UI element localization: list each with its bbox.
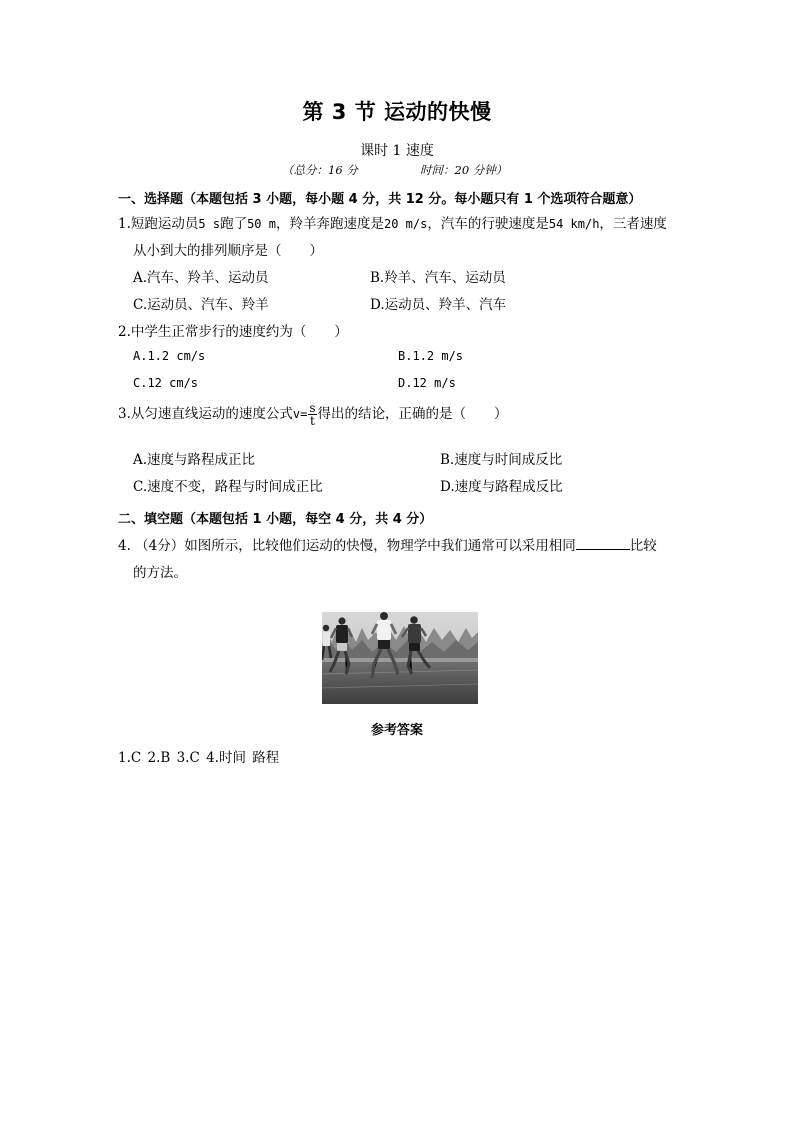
q3-formula-v: v= <box>292 407 308 421</box>
q1-paren-close: ） <box>309 243 323 259</box>
answers-text: 1.C 2.B 3.C 4.时间 路程 <box>118 750 280 766</box>
section-heading-fill: 二、填空题（本题包括 1 小题，每空 4 分，共 4 分） <box>118 512 433 527</box>
total-score: （总分：16 分 <box>282 163 358 177</box>
q3-option-d: D.速度与路程成反比 <box>440 479 563 495</box>
question-4-line-2: 的方法。 <box>133 565 187 581</box>
q2-paren-close: ） <box>334 324 348 340</box>
q3-stem-text-a: 3.从匀速直线运动的速度公式 <box>118 406 293 422</box>
q3-paren-close: ） <box>494 406 508 422</box>
page-title: 第 3 节 运动的快慢 <box>302 100 492 124</box>
runners-photo <box>322 612 478 704</box>
q3-option-c: C.速度不变，路程与时间成正比 <box>133 479 323 495</box>
q1-option-a: A.汽车、羚羊、运动员 <box>133 270 269 286</box>
q1-value-distance: 50 m <box>247 217 276 231</box>
q1-value-car: 54 km/h <box>548 217 600 231</box>
question-3-stem <box>118 402 508 427</box>
q2-stem-text: 2.中学生正常步行的速度约为（ <box>118 324 307 340</box>
q2-option-d: D.12 m/s <box>398 376 456 390</box>
q3-option-b: B.速度与时间成反比 <box>440 452 563 468</box>
q3-stem-text-b: 得出的结论，正确的是（ <box>317 406 467 422</box>
question-1-line-2 <box>133 239 323 259</box>
time-limit: 时间：20 分钟） <box>420 163 508 177</box>
q4-text-b: 比较 <box>629 538 657 554</box>
q1-value-time: 5 s <box>198 217 221 231</box>
question-4-line-1 <box>118 534 657 554</box>
q1-text-a: 1.短跑运动员 <box>118 216 199 232</box>
q1-option-c: C.运动员、汽车、羚羊 <box>133 297 269 313</box>
q1-stem-end: 从小到大的排列顺序是（ <box>133 243 282 259</box>
q2-option-c: C.12 cm/s <box>133 376 199 390</box>
question-1-line-1 <box>118 212 667 232</box>
lesson-subtitle: 课时 1 速度 <box>360 143 434 159</box>
q1-text-d: ，汽车的行驶速度是 <box>427 216 549 232</box>
answers-title: 参考答案 <box>370 723 423 738</box>
q1-option-b: B.羚羊、汽车、运动员 <box>370 270 506 286</box>
q3-formula-denominator: t <box>310 414 315 428</box>
q4-answer-blank[interactable] <box>576 535 630 550</box>
q2-option-a: A.1.2 cm/s <box>133 349 206 363</box>
q2-option-b: B.1.2 m/s <box>398 349 464 363</box>
q4-text-a: 4. （4分）如图所示，比较他们运动的快慢，物理学中我们通常可以采用相同 <box>118 538 576 554</box>
q1-text-b: 跑了 <box>220 216 248 232</box>
q1-text-c: ，羚羊奔跑速度是 <box>275 216 384 232</box>
q1-value-antelope: 20 m/s <box>383 217 428 231</box>
question-2-stem <box>118 320 348 340</box>
q3-formula-fraction <box>308 402 316 427</box>
q1-text-e: ，三者速度 <box>599 216 667 232</box>
section-heading-choice: 一、选择题（本题包括 3 小题，每小题 4 分，共 12 分。每小题只有 1 个选项符合题意） <box>118 192 642 207</box>
q1-option-d: D.运动员、羚羊、汽车 <box>370 297 507 313</box>
q3-formula-numerator: s <box>309 401 316 415</box>
q3-option-a: A.速度与路程成正比 <box>133 452 256 468</box>
